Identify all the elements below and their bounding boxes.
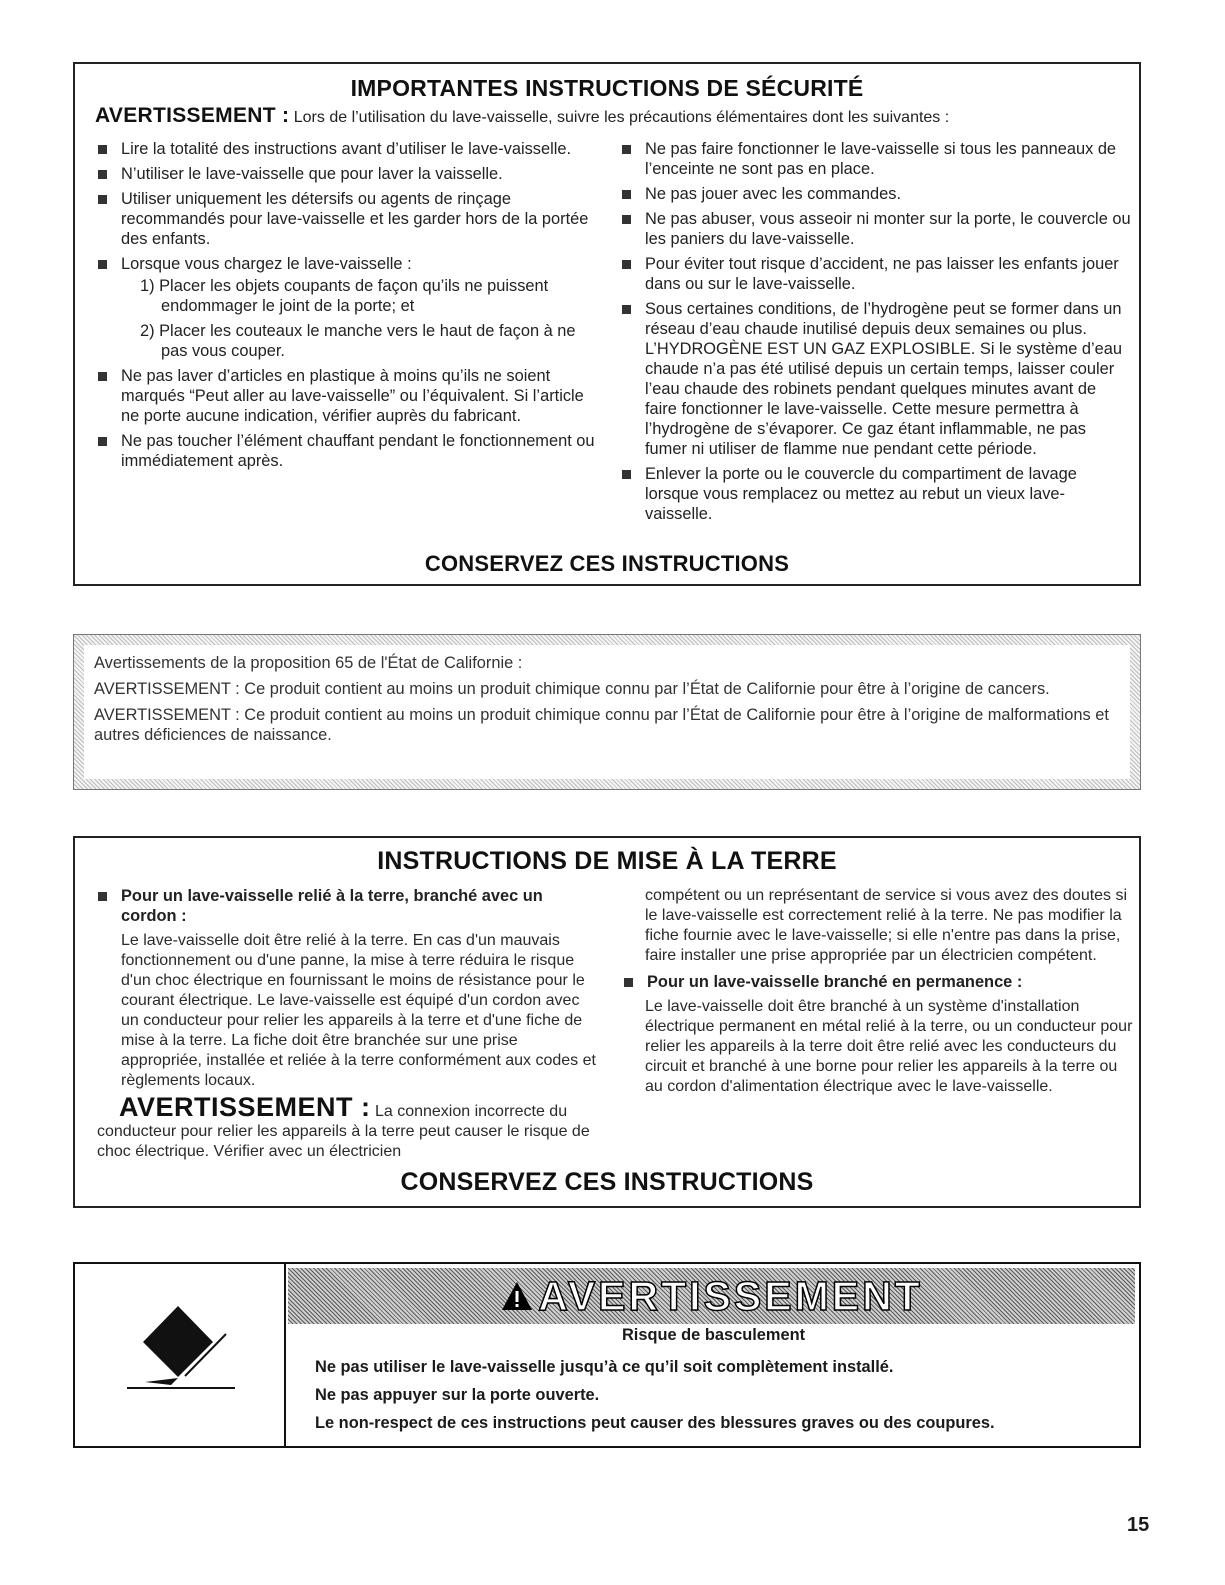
warning-triangle-icon — [500, 1280, 534, 1312]
safety-warning-text: Lors de l’utilisation du lave-vaisselle, suivre les précautions élémentaires dont les suivantes : — [293, 109, 950, 126]
tip-over-warning-lines — [315, 1357, 1129, 1441]
safety-instructions-box — [73, 62, 1141, 586]
grounding-continued-text: compétent ou un représentant de service si vous avez des doutes si le lave-vaisselle est correctement relié à la terre. Ne pas modifier la fiche fournie avec le lave-vaisselle; si elle n'entre pas dans la prise, faire installer une prise appropriée par un électricien compétent. — [645, 887, 1128, 964]
warning-line: Le non-respect de ces instructions peut causer des blessures graves ou des coupures. — [315, 1414, 995, 1432]
prop65-box — [73, 634, 1141, 790]
tip-over-warning-panel — [73, 1262, 1141, 1448]
list-item: Ne pas faire fonctionner le lave-vaisselle si tous les panneaux de l’enceinte ne sont pas en place. — [621, 139, 1131, 179]
page-number: 15 — [1127, 1514, 1150, 1536]
grounding-footer: CONSERVEZ CES INSTRUCTIONS — [400, 1168, 814, 1196]
sub-list-item: 1) Placer les objets coupants de façon qu’ils ne puissent endommager le joint de la porte; et — [140, 277, 549, 315]
safety-warning-lead — [95, 106, 1135, 128]
list-item: Ne pas laver d’articles en plastique à moins qu’ils ne soient marqués “Peut aller au lave-vaisselle” ou l’équivalent. Si l’article ne porte aucune indication, vérifier auprès du fabricant. — [97, 366, 597, 426]
safety-footer: CONSERVEZ CES INSTRUCTIONS — [424, 551, 790, 576]
safety-left-column — [97, 139, 597, 476]
prop65-heading: Avertissements de la proposition 65 de l'État de Californie : — [94, 654, 523, 672]
tipping-dishwasher-icon — [75, 1264, 282, 1446]
prop65-birth-defects-warning: AVERTISSEMENT : Ce produit contient au moins un produit chimique connu par l’État de Californie pour être à l’origine de malformations et autres déficiences de naissance. — [94, 706, 1109, 744]
loading-lead: Lorsque vous chargez le lave-vaisselle : — [121, 255, 412, 273]
grounding-permanent-text: Le lave-vaisselle doit être branché à un système d'installation électrique permanent en métal relié à la terre, ou un conducteur pour relier les appareils à la terre doit être relié avec les conducteurs du circuit et branché à une borne pour relier les appareils à la terre ou au cordon d'alimentation électrique avec le lave-vaisselle. — [645, 998, 1133, 1095]
prop65-content — [84, 645, 1130, 779]
sub-list-item: 2) Placer les couteaux le manche vers le haut de façon à ne pas vous couper. — [140, 322, 576, 360]
list-item: Sous certaines conditions, de l’hydrogène peut se former dans un réseau d’eau chaude inutilisé depuis deux semaines ou plus. L’HYDROGÈNE EST UN GAZ EXPLOSIBLE. Si le système d’eau chaude n’a pas été utilisé depuis un certain temps, laisser couler l’eau chaude des robinets pendant quelques minutes avant de faire fonctionner le lave-vaisselle. Cette mesure permettra à l’hydrogène de s’évaporer. Ce gaz étant inflammable, ne pas fumer ni utiliser de flamme nue pendant cette période. — [621, 299, 1131, 459]
tip-over-illustration — [75, 1264, 286, 1446]
warning-banner — [288, 1268, 1135, 1324]
grounding-right-column — [623, 886, 1133, 1097]
grounding-left-column — [97, 886, 597, 1162]
grounding-warning-label: AVERTISSEMENT : — [119, 1092, 371, 1122]
grounding-corded-text: Le lave-vaisselle doit être relié à la terre. En cas d'un mauvais fonctionnement ou d'une panne, la mise à terre réduira le risque d'un choc électrique en fournissant le moins de résistance pour le courant électrique. Le lave-vaisselle est équipé d'un cordon avec un conducteur pour relier les appareils à la terre et d'une fiche de mise à la terre. La fiche doit être branchée sur une prise appropriée, installée et reliée à la terre conformément aux codes et règlements locaux. — [121, 932, 596, 1089]
list-item: Enlever la porte ou le couvercle du compartiment de lavage lorsque vous remplacez ou mettez au rebut un vieux lave-vaisselle. — [621, 464, 1131, 524]
list-item: Ne pas jouer avec les commandes. — [621, 184, 1131, 204]
warning-line: Ne pas utiliser le lave-vaisselle jusqu’à ce qu’il soit complètement installé. — [315, 1358, 894, 1376]
list-item: Ne pas toucher l’élément chauffant pendant le fonctionnement ou immédiatement après. — [97, 431, 597, 471]
list-item: Pour éviter tout risque d’accident, ne pas laisser les enfants jouer dans ou sur le lave-vaisselle. — [621, 254, 1131, 294]
list-item: Lire la totalité des instructions avant d’utiliser le lave-vaisselle. — [97, 139, 597, 159]
list-item: Utiliser uniquement les détersifs ou agents de rinçage recommandés pour lave-vaisselle et les garder hors de la portée des enfants. — [97, 189, 597, 249]
tip-over-risk-title: Risque de basculement — [621, 1326, 806, 1344]
grounding-title: INSTRUCTIONS DE MISE À LA TERRE — [377, 847, 837, 875]
warning-banner-label: AVERTISSEMENT — [538, 1272, 923, 1319]
list-item: Ne pas abuser, vous asseoir ni monter sur la porte, le couvercle ou les paniers du lave-vaisselle. — [621, 209, 1131, 249]
grounding-warning-text: La connexion incorrecte du conducteur pour relier les appareils à la terre peut causer le risque de choc électrique. Vérifier avec un électricien — [97, 1103, 590, 1160]
safety-warning-label: AVERTISSEMENT : — [95, 104, 290, 127]
list-item — [97, 254, 597, 361]
list-item: N’utiliser le lave-vaisselle que pour laver la vaisselle. — [97, 164, 597, 184]
warning-line: Ne pas appuyer sur la porte ouverte. — [315, 1386, 600, 1404]
safety-title: IMPORTANTES INSTRUCTIONS DE SÉCURITÉ — [350, 75, 864, 101]
grounding-instructions-box — [73, 836, 1141, 1208]
grounding-permanent-heading: Pour un lave-vaisselle branché en permanence : — [623, 972, 1133, 992]
grounding-warning — [97, 1092, 597, 1162]
prop65-cancer-warning: AVERTISSEMENT : Ce produit contient au moins un produit chimique connu par l’État de Californie pour être à l’origine de cancers. — [94, 680, 1050, 698]
safety-right-column — [621, 139, 1131, 529]
grounding-corded-heading: Pour un lave-vaisselle relié à la terre, branché avec un cordon : — [97, 886, 597, 926]
